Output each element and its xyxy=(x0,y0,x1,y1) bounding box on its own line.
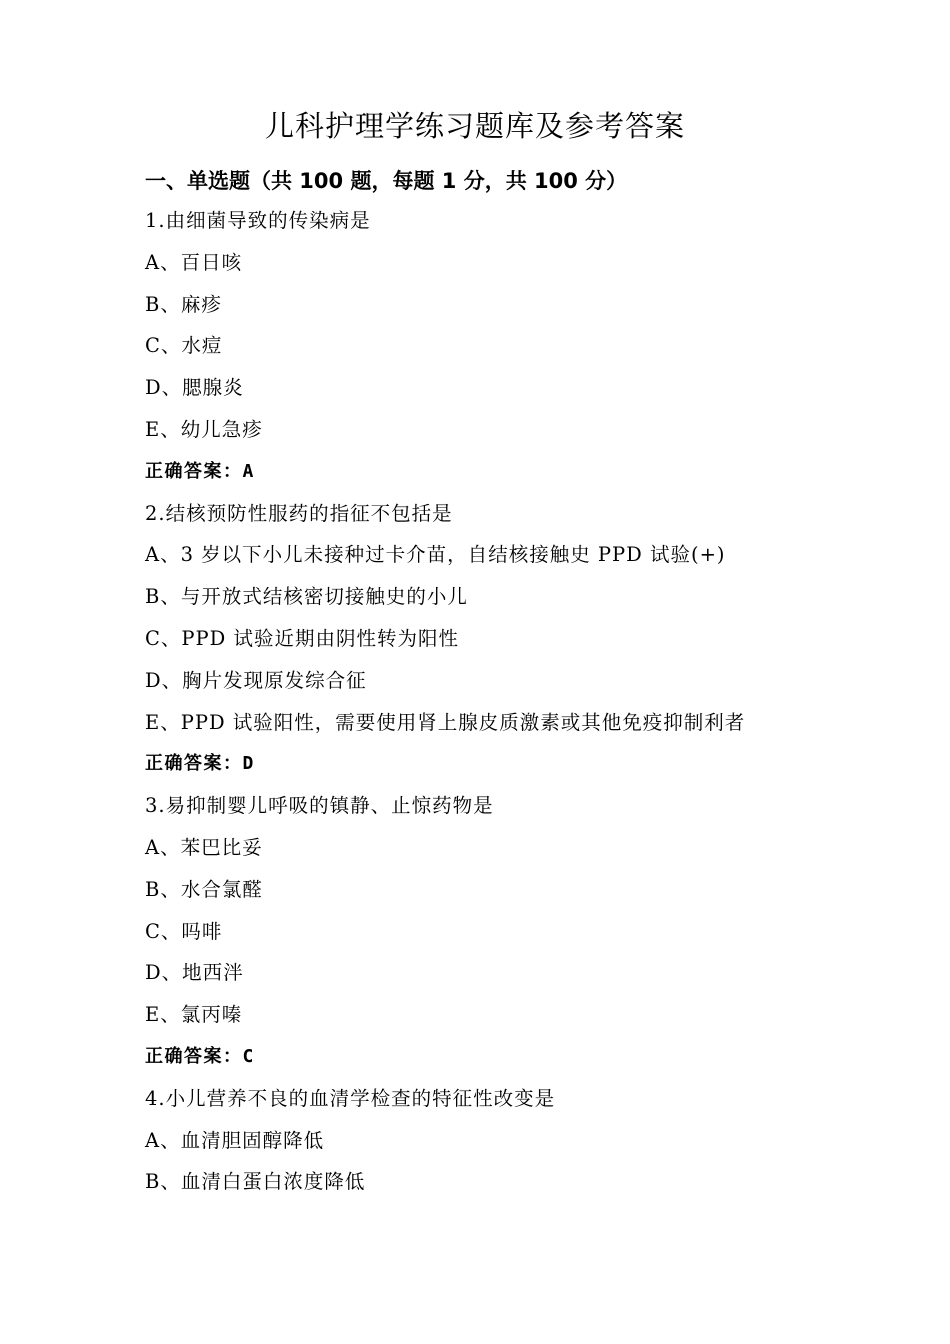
correct-answer: 正确答案：C xyxy=(145,1045,255,1067)
correct-answer: 正确答案：A xyxy=(145,460,255,482)
question-option: E、氯丙嗪 xyxy=(145,1003,243,1027)
section-heading: 一、单选题（共 100 题，每题 1 分，共 100 分） xyxy=(145,169,628,193)
question-stem: 1.由细菌导致的传染病是 xyxy=(145,209,371,232)
correct-answer: 正确答案：D xyxy=(145,753,255,775)
question-option: D、胸片发现原发综合征 xyxy=(145,668,367,692)
question-stem: 4.小儿营养不良的血清学检查的特征性改变是 xyxy=(145,1086,556,1110)
question-option: C、PPD 试验近期由阴性转为阳性 xyxy=(145,626,459,650)
question-option: C、水痘 xyxy=(145,334,223,358)
question-option: B、血清白蛋白浓度降低 xyxy=(145,1170,366,1194)
question-option: C、吗啡 xyxy=(145,919,223,943)
question-list xyxy=(145,200,845,1203)
question-option: E、幼儿急疹 xyxy=(145,417,263,441)
question-option: B、麻疹 xyxy=(145,292,222,316)
question-stem: 3.易抑制婴儿呼吸的镇静、止惊药物是 xyxy=(145,794,494,818)
question-stem: 2.结核预防性服药的指征不包括是 xyxy=(145,501,453,525)
question-option: B、与开放式结核密切接触史的小儿 xyxy=(145,585,468,609)
question-option: A、血清胆固醇降低 xyxy=(145,1128,325,1152)
question-option: D、腮腺炎 xyxy=(145,376,244,400)
question-option: B、水合氯醛 xyxy=(145,877,263,901)
document-title: 儿科护理学练习题库及参考答案 xyxy=(264,109,685,143)
question-option: A、苯巴比妥 xyxy=(145,835,263,859)
question-option: A、百日咳 xyxy=(145,250,243,274)
question-option: D、地西泮 xyxy=(145,961,244,985)
question-option: E、PPD 试验阳性，需要使用肾上腺皮质激素或其他免疫抑制利者 xyxy=(145,710,746,734)
question-option: A、3 岁以下小儿未接种过卡介苗，自结核接触史 PPD 试验(+) xyxy=(145,543,726,567)
